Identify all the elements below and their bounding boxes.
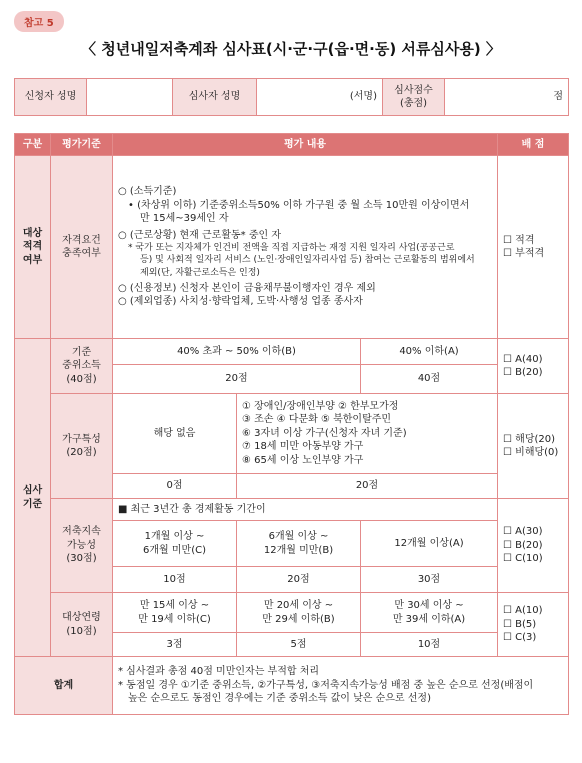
eligibility-content [113,156,498,339]
page-title: 〈 청년내일저축계좌 심사표(시·군·구(읍·면·동) 서류심사용) 〉 [81,40,501,58]
excluded-industry-text: ○ (제외업종) 사치성·향락업체, 도박·사행성 업종 종사자 [118,296,363,308]
total-label: 합계 [15,657,113,715]
checkbox-age-b[interactable]: ☐ B(5) [503,618,537,630]
category-eligibility: 대상 적격 여부 [15,156,51,339]
age-option-b: 만 20세 이상 ~ 만 29세 이하(B) [237,593,361,633]
reference-badge: 참고 5 [14,11,64,32]
reviewer-signature-field[interactable]: (서명) [257,79,383,116]
work-option-a: 12개월 이상(A) [361,521,498,567]
total-score-field[interactable]: 점 [445,79,569,116]
checkbox-work-a[interactable]: ☐ A(30) [503,526,543,538]
household-none: 해당 없음 [113,394,237,474]
income-standard-heading: ○ (소득기준) [118,186,177,198]
criterion-income: 기준 중위소득 (40점) [51,339,113,394]
work-status-heading: ○ (근로상황) 현재 근로활동* 중인 자 [118,229,282,241]
income-option-a: 40% 이하(A) [361,339,498,365]
header-category: 구분 [15,134,51,156]
checkbox-age-a[interactable]: ☐ A(10) [503,605,543,617]
evaluation-table [14,133,569,715]
work-score-b: 20점 [237,567,361,593]
total-note-3: 높은 순으로도 동점인 경우에는 기준 중위소득 값이 낮은 순으로 선정) [128,693,431,705]
header-score: 배 점 [498,134,569,156]
household-item: ⑦ 18세 미만 아동부양 가구 [242,441,364,453]
eligibility-choices [498,156,569,339]
criterion-household: 가구특성 (20점) [51,394,113,499]
credit-info-text: ○ (신용정보) 신청자 본인이 금융채무불이행자인 경우 제외 [118,282,376,294]
work-status-note-2: 등) 및 사회적 일자리 서비스 (노인·장애인일자리사업 등) 참여는 근로활동의 범위에서 [140,255,475,266]
total-score-label: 심사점수 (총점) [383,79,445,116]
age-option-a: 만 30세 이상 ~ 만 39세 이하(A) [361,593,498,633]
age-option-c: 만 15세 이상 ~ 만 19세 이하(C) [113,593,237,633]
household-item: ③ 조손 ④ 다문화 ⑤ 북한이탈주민 [242,414,392,426]
work-note: ■ 최근 3년간 총 경제활동 기간이 [113,499,498,521]
income-score-a: 40점 [361,365,498,394]
checkbox-age-c[interactable]: ☐ C(3) [503,632,537,644]
work-status-note-3: 제외(단, 자활근로소득은 인정) [140,267,260,278]
total-notes [113,657,569,715]
age-score-b: 5점 [237,633,361,657]
income-choices [498,339,569,394]
reviewer-name-label: 심사자 성명 [173,79,257,116]
checkbox-income-b[interactable]: ☐ B(20) [503,367,543,378]
total-note-2: * 동점일 경우 ①기준 중위소득, ②가구특성, ③저축지속가능성 배점 중 높은 순으로 선정(배점이 [118,679,534,691]
criterion-age: 대상연령 (10점) [51,593,113,657]
checkbox-work-c[interactable]: ☐ C(10) [503,553,543,565]
work-status-note-1: * 국가 또는 지자체가 인건비 전액을 직접 지급하는 재정 지원 일자리 사업(공공근로 [128,243,455,254]
header-criterion: 평가기준 [51,134,113,156]
age-choices [498,593,569,657]
income-score-b: 20점 [113,365,361,394]
work-option-c: 1개월 이상 ~ 6개월 미만(C) [113,521,237,567]
household-items [237,394,498,474]
checkbox-income-a[interactable]: ☐ A(40) [503,353,543,365]
checkbox-eligible[interactable]: ☐ 적격 [503,234,535,246]
applicant-name-field[interactable] [87,79,173,116]
age-score-c: 3점 [113,633,237,657]
criterion-eligibility: 자격요건 충족여부 [51,156,113,339]
checkbox-household-no[interactable]: ☐ 비해당(0) [503,447,559,458]
applicant-info-table [14,78,569,116]
work-score-c: 10점 [113,567,237,593]
household-score-yes: 20점 [237,474,498,499]
household-item: ⑧ 65세 이상 노인부양 가구 [242,454,364,466]
total-note-1: * 심사결과 총점 40점 미만인자는 부적합 처리 [118,666,320,678]
work-choices [498,499,569,593]
household-choices [498,394,569,499]
household-score-none: 0점 [113,474,237,499]
work-option-b: 6개월 이상 ~ 12개월 미만(B) [237,521,361,567]
work-score-a: 30점 [361,567,498,593]
income-standard-text-2: 만 15세~39세인 자 [140,213,229,225]
criterion-work: 저축지속 가능성 (30점) [51,499,113,593]
household-item: ⑥ 3자녀 이상 가구(신청자 자녀 기준) [242,427,407,439]
household-item: ① 장애인/장애인부양 ② 한부모가정 [242,400,399,412]
header-content: 평가 내용 [113,134,498,156]
checkbox-ineligible[interactable]: ☐ 부적격 [503,248,545,259]
applicant-name-label: 신청자 성명 [15,79,87,116]
income-standard-text: • (차상위 이하) 기준중위소득50% 이하 가구원 중 월 소득 10만원 이상이면서 [128,199,470,211]
checkbox-household-yes[interactable]: ☐ 해당(20) [503,433,556,445]
age-score-a: 10점 [361,633,498,657]
income-option-b: 40% 초과 ~ 50% 이하(B) [113,339,361,365]
checkbox-work-b[interactable]: ☐ B(20) [503,539,543,551]
category-review: 심사 기준 [15,339,51,657]
